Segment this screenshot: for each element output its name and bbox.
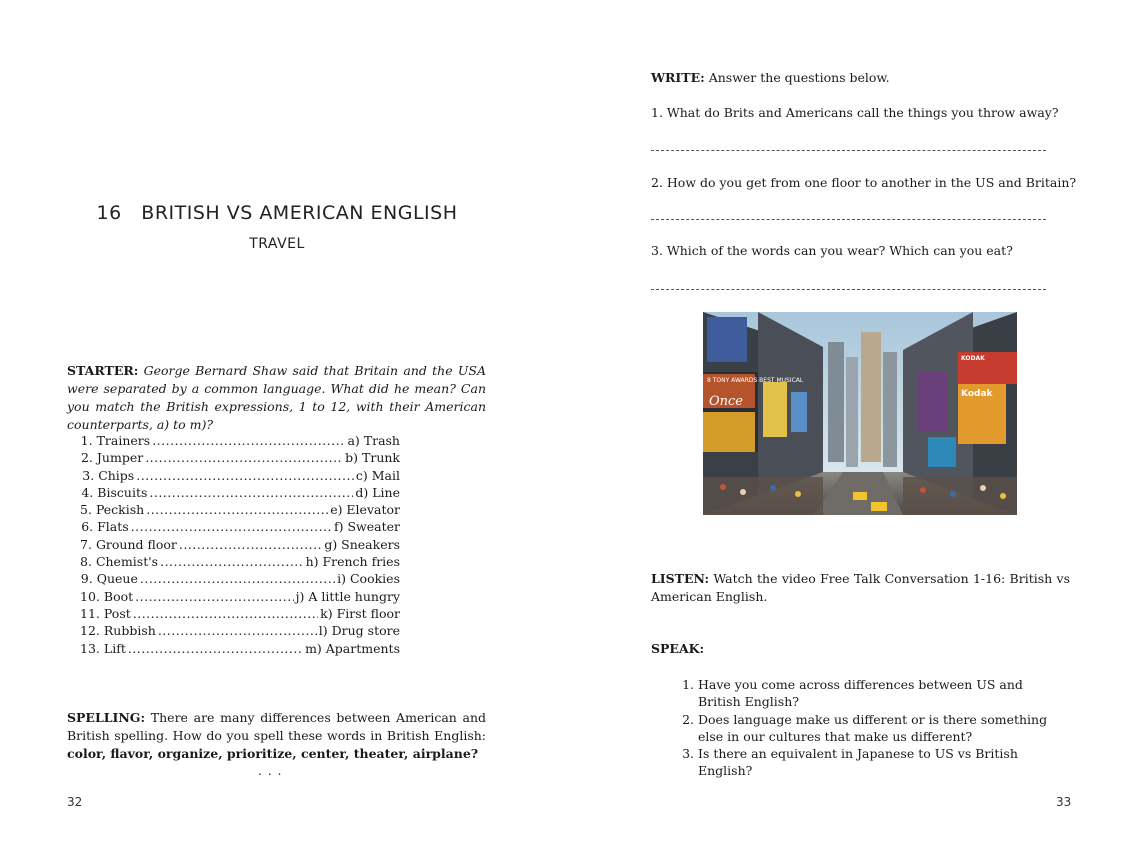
item-number: 6. bbox=[81, 519, 94, 535]
british-term: Chemist's bbox=[95, 554, 159, 570]
write-paragraph bbox=[651, 69, 1070, 87]
british-term: Chips bbox=[98, 467, 135, 483]
british-term: Biscuits bbox=[97, 484, 148, 500]
speak-question: Is there an equivalent in Japanese to US vs British English? bbox=[698, 746, 1018, 779]
list-item bbox=[80, 501, 400, 518]
item-number: 4. bbox=[81, 484, 94, 500]
list-item bbox=[80, 467, 400, 484]
speak-list bbox=[674, 676, 1054, 780]
kodak-sign: Kodak bbox=[961, 389, 993, 399]
item-number: 1. bbox=[682, 677, 694, 692]
list-item bbox=[80, 536, 400, 553]
speak-question: Have you come across differences between US and British English? bbox=[698, 677, 1023, 710]
british-term: Lift bbox=[103, 640, 126, 656]
dot-leader bbox=[149, 484, 353, 501]
american-term: l) Drug store bbox=[318, 623, 400, 639]
list-item bbox=[80, 605, 400, 622]
item-number: 9. bbox=[80, 571, 93, 587]
times-square-photo bbox=[703, 312, 1017, 515]
dot-leader bbox=[131, 518, 332, 535]
item-number: 12. bbox=[80, 623, 100, 639]
item-number: 3. bbox=[682, 746, 694, 762]
right-page bbox=[570, 0, 1140, 853]
list-item bbox=[80, 432, 400, 449]
dot-leader bbox=[128, 640, 303, 657]
item-number: 10. bbox=[80, 588, 100, 604]
british-term: Rubbish bbox=[103, 623, 156, 639]
chapter-subtitle: TRAVEL bbox=[249, 236, 305, 252]
item-number: 2. bbox=[682, 711, 694, 727]
british-term: Post bbox=[103, 605, 131, 621]
list-item bbox=[80, 553, 400, 570]
dot-leader bbox=[133, 605, 318, 622]
starter-paragraph bbox=[67, 362, 486, 434]
american-term: d) Line bbox=[355, 484, 400, 500]
american-term: a) Trash bbox=[347, 433, 400, 448]
american-term: f) Sweater bbox=[334, 519, 400, 535]
list-item bbox=[80, 640, 400, 657]
times-square-illustration bbox=[703, 312, 1017, 515]
write-label: WRITE: bbox=[651, 70, 705, 85]
question-1: 1. What do Brits and Americans call the things you throw away? bbox=[651, 105, 1059, 120]
dot-leader bbox=[152, 432, 345, 449]
list-item bbox=[80, 518, 400, 535]
british-term: Trainers bbox=[96, 433, 151, 448]
answer-line-1[interactable] bbox=[651, 150, 1046, 151]
starter-label: STARTER: bbox=[67, 363, 139, 378]
item-number: 11. bbox=[80, 605, 100, 621]
matching-list bbox=[80, 432, 400, 657]
item-number: 7. bbox=[80, 536, 92, 552]
spelling-paragraph bbox=[67, 709, 486, 763]
listen-label: LISTEN: bbox=[651, 571, 710, 586]
list-item bbox=[674, 711, 1054, 746]
once-sign: Once bbox=[709, 394, 744, 409]
kodak-top-sign: KODAK bbox=[961, 355, 985, 362]
chapter-title: 16 BRITISH VS AMERICAN ENGLISH bbox=[96, 202, 458, 224]
american-term: b) Trunk bbox=[345, 450, 400, 466]
american-term: g) Sneakers bbox=[324, 536, 400, 552]
american-term: h) French fries bbox=[305, 554, 400, 570]
listen-paragraph bbox=[651, 570, 1070, 606]
list-item bbox=[80, 588, 400, 605]
answer-line-2[interactable] bbox=[651, 219, 1046, 220]
dot-leader bbox=[136, 467, 354, 484]
question-3: 3. Which of the words can you wear? Which can you eat? bbox=[651, 243, 1013, 258]
dot-leader bbox=[158, 622, 317, 639]
page-number-left: 32 bbox=[67, 795, 83, 809]
tony-awards-sign: 8 TONY AWARDS BEST MUSICAL bbox=[707, 377, 804, 384]
page-number-right: 33 bbox=[1056, 795, 1072, 809]
american-term: c) Mail bbox=[355, 467, 400, 483]
continuation-dots: ... bbox=[258, 764, 288, 778]
american-term: j) A little hungry bbox=[295, 588, 400, 604]
list-item bbox=[80, 449, 400, 466]
item-number: 8. bbox=[80, 554, 92, 570]
answer-line-3[interactable] bbox=[651, 289, 1046, 290]
british-term: Queue bbox=[96, 571, 138, 587]
list-item bbox=[80, 570, 400, 587]
dot-leader bbox=[160, 553, 303, 570]
list-item bbox=[80, 484, 400, 501]
item-number: 13. bbox=[80, 640, 100, 656]
spelling-words: color, flavor, organize, prioritize, center, theater, airplane? bbox=[67, 746, 479, 761]
dot-leader bbox=[140, 570, 335, 587]
speak-heading bbox=[651, 640, 1070, 658]
item-number: 2. bbox=[80, 450, 93, 466]
american-term: k) First floor bbox=[320, 605, 400, 621]
american-term: i) Cookies bbox=[337, 571, 400, 587]
starter-text: George Bernard Shaw said that Britain and the USA were separated by a common language. What did he mean? Can you match the British expressions, 1 to 12, with their American counterparts, a) to m)? bbox=[67, 363, 486, 432]
british-term: Ground floor bbox=[95, 536, 177, 552]
speak-question: Does language make us different or is there something else in our cultures that make us different? bbox=[698, 711, 1048, 744]
list-item bbox=[80, 622, 400, 639]
spelling-label: SPELLING: bbox=[67, 710, 146, 725]
write-text: Answer the questions below. bbox=[708, 70, 890, 85]
british-term: Peckish bbox=[95, 502, 145, 518]
item-number: 5. bbox=[80, 502, 92, 518]
dot-leader bbox=[146, 501, 328, 518]
british-term: Boot bbox=[103, 588, 134, 604]
spelling-text: There are many differences between American and British spelling. How do you spell these words in British English: bbox=[67, 710, 486, 743]
american-term: m) Apartments bbox=[305, 640, 400, 656]
item-number: 1. bbox=[80, 433, 93, 448]
dot-leader bbox=[135, 588, 294, 605]
dot-leader bbox=[145, 449, 343, 466]
list-item bbox=[674, 676, 1054, 711]
british-term: Flats bbox=[97, 519, 129, 535]
list-item bbox=[674, 745, 1054, 780]
speak-label: SPEAK: bbox=[651, 641, 705, 656]
listen-text: Watch the video Free Talk Conversation 1-16: British vs American English. bbox=[651, 571, 1070, 604]
question-2: 2. How do you get from one floor to another in the US and Britain? bbox=[651, 175, 1077, 190]
item-number: 3. bbox=[82, 467, 95, 483]
british-term: Jumper bbox=[96, 450, 144, 466]
dot-leader bbox=[179, 536, 322, 553]
american-term: e) Elevator bbox=[330, 502, 400, 518]
